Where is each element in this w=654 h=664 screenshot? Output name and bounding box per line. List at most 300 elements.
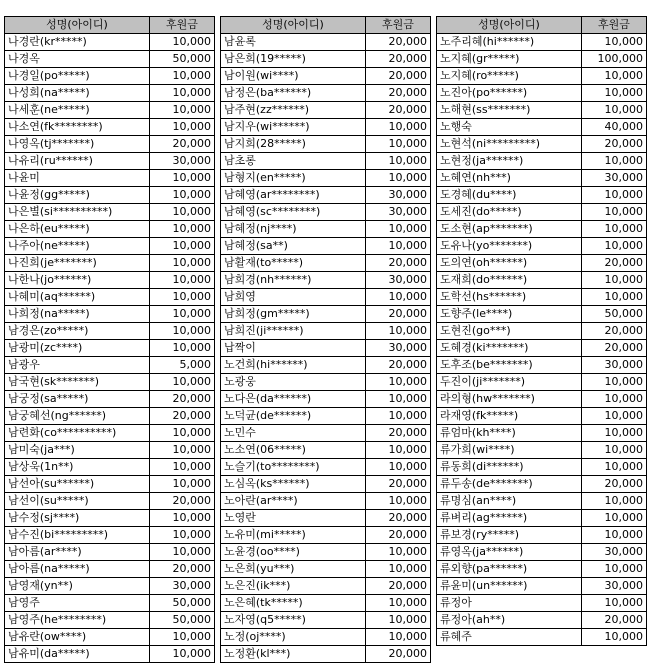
donation-amount: 10,000: [150, 34, 215, 51]
donation-amount: 20,000: [366, 102, 431, 119]
table-row: [221, 595, 431, 612]
donation-amount: 30,000: [582, 357, 647, 374]
donation-amount: 10,000: [150, 68, 215, 85]
table-row: [437, 476, 647, 493]
donor-name: 나은별(si**********): [5, 204, 150, 221]
donation-amount: 20,000: [366, 68, 431, 85]
donor-table-1: [4, 16, 215, 663]
donor-name: 노정(oj****): [221, 629, 366, 646]
table-row: [437, 340, 647, 357]
table-row: [437, 442, 647, 459]
table-row: [221, 238, 431, 255]
donation-amount: 10,000: [150, 85, 215, 102]
table-row: [221, 51, 431, 68]
donation-amount: 10,000: [582, 561, 647, 578]
donation-amount: 10,000: [366, 119, 431, 136]
donation-amount: 20,000: [366, 425, 431, 442]
donation-amount: 10,000: [150, 442, 215, 459]
donation-amount: 20,000: [366, 255, 431, 272]
donor-name: 노민수: [221, 425, 366, 442]
donation-amount: 20,000: [582, 612, 647, 629]
donor-name: 나경란(kr*****): [5, 34, 150, 51]
donor-name: 류동희(di******): [437, 459, 582, 476]
donor-name: 도재희(do******): [437, 272, 582, 289]
donation-amount: 10,000: [366, 289, 431, 306]
donor-name: 남혜영(sc********): [221, 204, 366, 221]
table-row: [437, 51, 647, 68]
donation-amount: 10,000: [366, 493, 431, 510]
table-row: [5, 255, 215, 272]
donation-amount: 10,000: [150, 340, 215, 357]
donation-amount: 10,000: [150, 289, 215, 306]
table-row: [5, 476, 215, 493]
donation-amount: 10,000: [582, 204, 647, 221]
donor-name: 노자영(q5*****): [221, 612, 366, 629]
donor-name: 도유나(yo*******): [437, 238, 582, 255]
donor-name: 남유미(da*****): [5, 646, 150, 663]
donation-amount: 5,000: [150, 357, 215, 374]
table-row: [221, 476, 431, 493]
donor-name: 류윤미(un******): [437, 578, 582, 595]
table-row: [221, 425, 431, 442]
donation-amount: 20,000: [366, 357, 431, 374]
donation-amount: 10,000: [582, 221, 647, 238]
table-row: [221, 357, 431, 374]
table-row: [5, 425, 215, 442]
donor-name: 도소현(ap*******): [437, 221, 582, 238]
table-row: [5, 408, 215, 425]
donor-name: 납짝이: [221, 340, 366, 357]
donor-name: 도학선(hs******): [437, 289, 582, 306]
table-row: [5, 527, 215, 544]
donor-name: 남영재(yn**): [5, 578, 150, 595]
table-row: [437, 493, 647, 510]
donor-name: 노은혜(tk*****): [221, 595, 366, 612]
donor-name: 노덕균(de******): [221, 408, 366, 425]
donor-name: 노심옥(ks******): [221, 476, 366, 493]
table-row: [5, 102, 215, 119]
donor-name: 남희경(nh******): [221, 272, 366, 289]
table-row: [221, 493, 431, 510]
donor-name: 남아름(na*****): [5, 561, 150, 578]
table-row: [5, 391, 215, 408]
donor-name: 남혜정(nj****): [221, 221, 366, 238]
donor-name: 류외향(pa******): [437, 561, 582, 578]
donor-name: 노해현(ss*******): [437, 102, 582, 119]
donor-name: 노광웅: [221, 374, 366, 391]
donation-amount: 10,000: [366, 170, 431, 187]
donor-name: 남수진(bi*********): [5, 527, 150, 544]
table-row: [5, 85, 215, 102]
table-row: [437, 391, 647, 408]
donor-name: 남희진(ji******): [221, 323, 366, 340]
table-row: [221, 68, 431, 85]
donor-name: 노아란(ar****): [221, 493, 366, 510]
donation-amount: 30,000: [366, 340, 431, 357]
donation-amount: 20,000: [582, 476, 647, 493]
donor-name: 도향주(le****): [437, 306, 582, 323]
donation-amount: 10,000: [582, 153, 647, 170]
donation-amount: 20,000: [150, 561, 215, 578]
donor-name: 남국현(sk*******): [5, 374, 150, 391]
donor-name: 남광우: [5, 357, 150, 374]
donor-name: 노은희(yu***): [221, 561, 366, 578]
donor-name: 류정아(ah**): [437, 612, 582, 629]
donation-amount: 30,000: [366, 187, 431, 204]
donation-amount: 50,000: [150, 51, 215, 68]
donation-amount: 10,000: [150, 510, 215, 527]
table-row: [437, 425, 647, 442]
table-row: [221, 136, 431, 153]
donor-name: 나한나(jo******): [5, 272, 150, 289]
table-row: [221, 391, 431, 408]
donor-name: 남궁정(sa*****): [5, 391, 150, 408]
table-row: [221, 153, 431, 170]
table-row: [437, 408, 647, 425]
donor-name: 나소연(fk********): [5, 119, 150, 136]
table-row: [437, 170, 647, 187]
donation-amount: 10,000: [150, 646, 215, 663]
donation-amount: 10,000: [582, 391, 647, 408]
table-row: [5, 221, 215, 238]
donation-amount: 20,000: [150, 408, 215, 425]
table-row: [5, 170, 215, 187]
donation-amount: 10,000: [582, 425, 647, 442]
table-row: [437, 561, 647, 578]
table-row: [221, 544, 431, 561]
table-row: [221, 459, 431, 476]
donor-name: 노진아(po******): [437, 85, 582, 102]
table-row: [5, 544, 215, 561]
table-row: [221, 527, 431, 544]
donation-amount: 20,000: [366, 578, 431, 595]
table-row: [437, 187, 647, 204]
donor-name: 노행숙: [437, 119, 582, 136]
donor-name: 도의연(oh******): [437, 255, 582, 272]
donor-table-3: [436, 16, 647, 646]
table-row: [5, 578, 215, 595]
table-row: [221, 289, 431, 306]
donor-name: 남희정(gm*****): [221, 306, 366, 323]
donor-name: 남영주: [5, 595, 150, 612]
donor-name: 나영옥(tj*******): [5, 136, 150, 153]
donation-amount: 20,000: [366, 51, 431, 68]
donor-name: 류벼리(ag******): [437, 510, 582, 527]
table-row: [5, 136, 215, 153]
donor-name: 남선이(su*****): [5, 493, 150, 510]
donation-amount: 10,000: [582, 272, 647, 289]
donor-name: 도현진(go***): [437, 323, 582, 340]
table-row: [5, 51, 215, 68]
donor-name: 남활재(to*****): [221, 255, 366, 272]
donation-amount: 10,000: [366, 612, 431, 629]
table-row: [5, 272, 215, 289]
donor-name: 나성희(na*****): [5, 85, 150, 102]
donor-name: 남궁혜선(ng******): [5, 408, 150, 425]
donor-name: 도혜경(ki*******): [437, 340, 582, 357]
donation-amount: 10,000: [582, 85, 647, 102]
donor-name: 남초롱: [221, 153, 366, 170]
donor-name: 도후조(be*******): [437, 357, 582, 374]
name-header: 성명(아이디): [5, 17, 150, 34]
donation-amount: 50,000: [150, 612, 215, 629]
table-row: [5, 442, 215, 459]
donor-name: 남유란(ow****): [5, 629, 150, 646]
table-row: [5, 510, 215, 527]
donor-name: 남지희(28*****): [221, 136, 366, 153]
donor-name: 노현석(ni*********): [437, 136, 582, 153]
table-row: [221, 119, 431, 136]
table-row: [5, 187, 215, 204]
donor-name: 나세훈(ne*****): [5, 102, 150, 119]
table-row: [437, 119, 647, 136]
donor-name: 류영옥(ja******): [437, 544, 582, 561]
donation-amount: 10,000: [150, 204, 215, 221]
donation-amount: 10,000: [150, 102, 215, 119]
donor-name: 남광미(zc****): [5, 340, 150, 357]
donation-amount: 10,000: [366, 561, 431, 578]
table-row: [5, 340, 215, 357]
donor-name: 나주아(ne*****): [5, 238, 150, 255]
table-row: [437, 85, 647, 102]
amount-header: 후원금: [150, 17, 215, 34]
donor-name: 노은진(ik***): [221, 578, 366, 595]
donation-amount: 10,000: [150, 476, 215, 493]
donor-name: 류두송(de*******): [437, 476, 582, 493]
donor-name: 나유리(ru******): [5, 153, 150, 170]
table-row: [5, 306, 215, 323]
table-row: [221, 187, 431, 204]
donation-amount: 10,000: [582, 289, 647, 306]
table-row: [5, 357, 215, 374]
table-row: [221, 85, 431, 102]
table-row: [437, 595, 647, 612]
donation-amount: 20,000: [366, 34, 431, 51]
table-row: [221, 561, 431, 578]
donation-amount: 100,000: [582, 51, 647, 68]
donor-name: 남형지(en*****): [221, 170, 366, 187]
donation-amount: 20,000: [150, 493, 215, 510]
table-row: [5, 629, 215, 646]
table-row: [437, 204, 647, 221]
table-row: [437, 629, 647, 646]
table-row: [5, 119, 215, 136]
donation-amount: 10,000: [366, 459, 431, 476]
donation-amount: 20,000: [366, 306, 431, 323]
donation-amount: 10,000: [582, 527, 647, 544]
donor-name: 남수정(sj****): [5, 510, 150, 527]
table-row: [437, 68, 647, 85]
table-row: [437, 136, 647, 153]
donation-amount: 10,000: [582, 187, 647, 204]
donation-amount: 10,000: [150, 374, 215, 391]
donor-name: 류엄마(kh****): [437, 425, 582, 442]
donation-amount: 20,000: [582, 136, 647, 153]
donor-name: 나희정(na*****): [5, 306, 150, 323]
donor-name: 남상욱(1n**): [5, 459, 150, 476]
donor-name: 노주리혜(hi******): [437, 34, 582, 51]
donor-name: 남희영: [221, 289, 366, 306]
donor-name: 노정환(kl***): [221, 646, 366, 663]
donation-amount: 20,000: [366, 646, 431, 663]
donation-amount: 10,000: [150, 221, 215, 238]
table-row: [221, 578, 431, 595]
table-row: [437, 527, 647, 544]
table-row: [5, 459, 215, 476]
table-row: [5, 612, 215, 629]
donor-name: 노건희(hi******): [221, 357, 366, 374]
donation-amount: 10,000: [582, 374, 647, 391]
donation-amount: 10,000: [366, 238, 431, 255]
donation-amount: 10,000: [150, 306, 215, 323]
table-row: [5, 646, 215, 663]
table-row: [5, 374, 215, 391]
donation-amount: 40,000: [582, 119, 647, 136]
donor-name: 남정은(ba******): [221, 85, 366, 102]
donation-amount: 10,000: [150, 119, 215, 136]
table-row: [221, 629, 431, 646]
name-header: 성명(아이디): [437, 17, 582, 34]
donor-name: 노지혜(ro*****): [437, 68, 582, 85]
donation-amount: 10,000: [366, 323, 431, 340]
donor-name: 노다은(da******): [221, 391, 366, 408]
donor-name: 노현정(ja******): [437, 153, 582, 170]
donor-name: 노영란: [221, 510, 366, 527]
donation-amount: 20,000: [150, 391, 215, 408]
donor-name: 두진이(ji*******): [437, 374, 582, 391]
donor-name: 나윤정(gg*****): [5, 187, 150, 204]
donor-name: 류명심(an****): [437, 493, 582, 510]
table-row: [5, 561, 215, 578]
donation-amount: 10,000: [582, 408, 647, 425]
amount-header: 후원금: [366, 17, 431, 34]
donor-name: 남이원(wi****): [221, 68, 366, 85]
donor-name: 남미숙(ja***): [5, 442, 150, 459]
table-row: [437, 544, 647, 561]
donation-amount: 10,000: [150, 629, 215, 646]
donation-amount: 20,000: [582, 255, 647, 272]
donation-amount: 50,000: [150, 595, 215, 612]
donor-name: 남경은(zo*****): [5, 323, 150, 340]
donation-amount: 10,000: [150, 238, 215, 255]
table-row: [221, 612, 431, 629]
table-row: [221, 204, 431, 221]
donation-amount: 20,000: [366, 527, 431, 544]
donor-name: 남윤록: [221, 34, 366, 51]
donation-amount: 10,000: [366, 374, 431, 391]
donation-amount: 10,000: [366, 442, 431, 459]
donor-name: 도세진(do*****): [437, 204, 582, 221]
donation-amount: 10,000: [582, 595, 647, 612]
table-row: [221, 374, 431, 391]
donation-amount: 10,000: [150, 544, 215, 561]
table-row: [437, 612, 647, 629]
donor-name: 남은희(19*****): [221, 51, 366, 68]
donor-name: 노슬기(to********): [221, 459, 366, 476]
donor-table-2: [220, 16, 431, 663]
table-row: [221, 510, 431, 527]
donor-name: 나경옥: [5, 51, 150, 68]
table-row: [437, 153, 647, 170]
table-row: [437, 459, 647, 476]
donation-amount: 10,000: [150, 170, 215, 187]
table-row: [437, 510, 647, 527]
donor-name: 나은하(eu*****): [5, 221, 150, 238]
donor-name: 나경일(po*****): [5, 68, 150, 85]
donation-amount: 10,000: [366, 153, 431, 170]
table-row: [437, 34, 647, 51]
donation-amount: 20,000: [366, 510, 431, 527]
donation-amount: 20,000: [150, 136, 215, 153]
donation-amount: 10,000: [582, 102, 647, 119]
donation-amount: 10,000: [366, 221, 431, 238]
table-row: [437, 323, 647, 340]
donation-amount: 10,000: [582, 68, 647, 85]
donation-amount: 20,000: [366, 85, 431, 102]
table-row: [437, 255, 647, 272]
donor-name: 남혜영(ar********): [221, 187, 366, 204]
table-row: [437, 578, 647, 595]
table-row: [437, 102, 647, 119]
table-row: [221, 442, 431, 459]
table-row: [5, 289, 215, 306]
donation-amount: 10,000: [582, 493, 647, 510]
donation-amount: 20,000: [366, 476, 431, 493]
donation-amount: 10,000: [582, 442, 647, 459]
donation-amount: 30,000: [366, 204, 431, 221]
donation-amount: 30,000: [582, 578, 647, 595]
donation-amount: 10,000: [582, 459, 647, 476]
donation-amount: 10,000: [366, 595, 431, 612]
donation-amount: 10,000: [150, 187, 215, 204]
donor-name: 류보경(ry*****): [437, 527, 582, 544]
table-row: [437, 289, 647, 306]
donation-amount: 10,000: [366, 391, 431, 408]
donation-amount: 10,000: [582, 629, 647, 646]
donor-name: 도경혜(du****): [437, 187, 582, 204]
table-row: [5, 153, 215, 170]
table-row: [5, 34, 215, 51]
table-row: [221, 34, 431, 51]
donation-amount: 30,000: [150, 153, 215, 170]
table-row: [437, 272, 647, 289]
donor-name: 남선아(su******): [5, 476, 150, 493]
donation-amount: 20,000: [582, 340, 647, 357]
table-row: [221, 340, 431, 357]
donor-name: 노윤경(oo****): [221, 544, 366, 561]
table-row: [221, 646, 431, 663]
donation-amount: 10,000: [150, 527, 215, 544]
donor-name: 남영주(he********): [5, 612, 150, 629]
donor-name: 남아름(ar****): [5, 544, 150, 561]
table-row: [221, 306, 431, 323]
donation-amount: 30,000: [150, 578, 215, 595]
donation-amount: 10,000: [150, 255, 215, 272]
donor-name: 나혜미(aq******): [5, 289, 150, 306]
table-row: [5, 595, 215, 612]
donor-name: 류가희(wi****): [437, 442, 582, 459]
donor-name: 남련화(co**********): [5, 425, 150, 442]
donation-amount: 30,000: [582, 544, 647, 561]
table-row: [5, 493, 215, 510]
donor-name: 노소연(06*****): [221, 442, 366, 459]
donation-amount: 30,000: [582, 170, 647, 187]
table-row: [437, 221, 647, 238]
donation-amount: 10,000: [582, 510, 647, 527]
donor-name: 노유미(mi*****): [221, 527, 366, 544]
donor-name: 노혜연(nh***): [437, 170, 582, 187]
donation-amount: 50,000: [582, 306, 647, 323]
